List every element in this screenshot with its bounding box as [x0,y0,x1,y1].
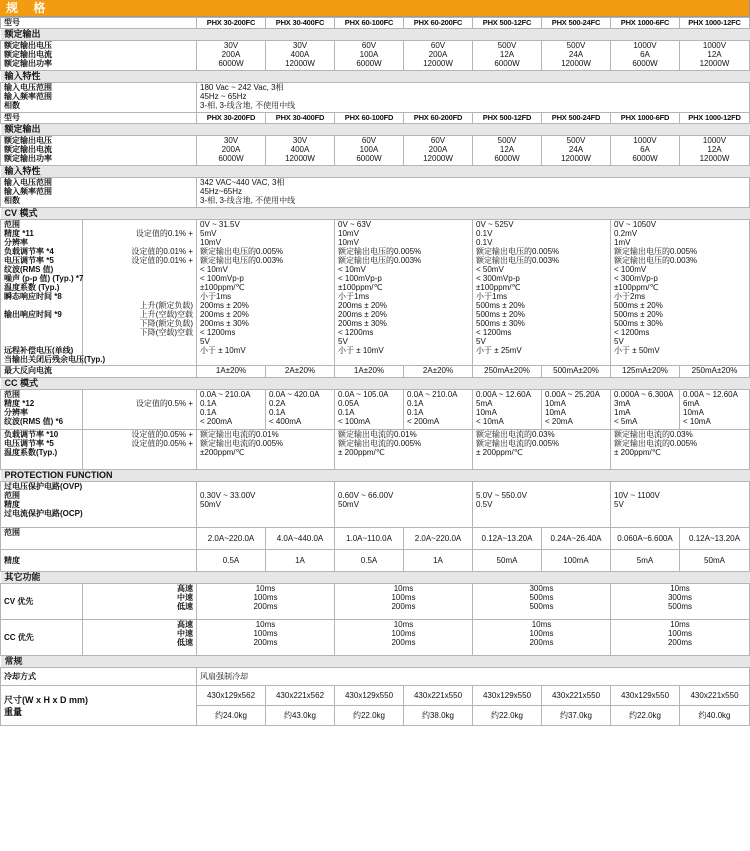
dims-4: 430x221x550 [404,686,473,706]
fc-model-8: PHX 1000-12FC [680,18,750,29]
cc-cell-2: 0.0A ~ 420.0A 0.2A 0.1A < 400mA [266,390,335,430]
cv-mode-heading: CV 模式 [1,208,750,220]
fc-rated-5: 500V 12A 6000W [473,41,542,71]
weight-4: 约38.0kg [404,706,473,726]
dims-8: 430x221x550 [680,686,750,706]
cv-priority-label: CV 优先 [1,584,83,620]
fd-model-7: PHX 1000-6FD [611,113,680,124]
weight-5: 约22.0kg [473,706,542,726]
fc-rated-2: 30V 400A 12000W [266,41,335,71]
cc-priority-60v: 10ms 100ms 200ms [335,620,473,656]
max-reverse-7: 125mA±20% [611,366,680,378]
cc-cell-5: 0.00A ~ 12.60A 5mA 10mA < 10mA [473,390,542,430]
fc-rated-8: 1000V 12A 12000W [680,41,750,71]
cc-group-1000v: 额定输出电流的0.03% 额定输出电流的0.005% ± 200ppm/℃ [611,430,750,470]
fd-model-5: PHX 500-12FD [473,113,542,124]
fd-rated-row [1,136,750,166]
ocp-accuracy-3: 0.5A [335,550,404,572]
fd-input-labels: 输入电压范围 输入频率范围 相数 [1,178,197,208]
max-reverse-row [1,366,750,378]
fd-rated-output-heading: 额定输出 [1,124,750,136]
fd-input-row [1,178,750,208]
ocp-accuracy-1: 0.5A [197,550,266,572]
cv-priority-500v: 300ms 500ms 500ms [473,584,611,620]
spec-table [0,17,750,726]
cooling-row [1,668,750,686]
dims-6: 430x221x550 [542,686,611,706]
fd-model-8: PHX 1000-12FD [680,113,750,124]
ocp-range-4: 2.0A~220.0A [404,528,473,550]
cc-cell-3: 0.0A ~ 105.0A 0.05A 0.1A < 100mA [335,390,404,430]
fd-model-row [1,113,750,124]
cc-mode-heading: CC 模式 [1,378,750,390]
cc-cell-7: 0.000A ~ 6.300A 3mA 1mA < 5mA [611,390,680,430]
dims-5: 430x129x550 [473,686,542,706]
cc-priority-label: CC 优先 [1,620,83,656]
cc-regulation-row [1,430,750,470]
fd-rated-1: 30V 200A 6000W [197,136,266,166]
dims-weight-labels: 尺寸(W x H x D mm) 重量 [1,686,197,726]
cc-cell-4: 0.0A ~ 210.0A 0.1A 0.1A < 200mA [404,390,473,430]
ocp-accuracy-7: 5mA [611,550,680,572]
ocp-accuracy-row [1,550,750,572]
fd-rated-5: 500V 12A 6000W [473,136,542,166]
fd-model-3: PHX 60-100FD [335,113,404,124]
dims-2: 430x221x562 [266,686,335,706]
fd-model-4: PHX 60-200FD [404,113,473,124]
fd-rated-4: 60V 200A 12000W [404,136,473,166]
weight-3: 约22.0kg [335,706,404,726]
protection-heading: PROTECTION FUNCTION [1,470,750,482]
cv-group-60v: 0V ~ 63V 10mV 10mV 额定输出电压的0.005% 额定输出电压的0.003% < 10mV < 100mVp-p ±100ppm/℃ 小于1ms 200ms ± 20% 200ms ± 20% 200ms ± 30% < 1200ms 5V 小于 ± 10mV [335,220,473,366]
fc-input-values: 180 Vac ~ 242 Vac, 3相 45Hz ~ 65Hz 3-相, 3-线含地, 不使用中线 [197,83,750,113]
ocp-range-7: 0.060A~6.600A [611,528,680,550]
cv-group-30v: 0V ~ 31.5V 5mV 10mV 额定输出电压的0.005% 额定输出电压的0.003% < 10mV < 100mVp-p ±100ppm/℃ 小于1ms 200ms ± 20% 200ms ± 20% 200ms ± 30% < 1200ms 5V 小于 ± 10mV [197,220,335,366]
ovp-labels: 过电压保护电路(OVP) 范围 精度 过电流保护电路(OCP) [1,482,197,528]
cv-main-row [1,220,750,366]
max-reverse-1: 1A±20% [197,366,266,378]
fc-model-5: PHX 500-12FC [473,18,542,29]
fd-input-heading: 输入特性 [1,166,750,178]
fd-rated-8: 1000V 12A 12000W [680,136,750,166]
fc-input-row [1,83,750,113]
cv-priority-speeds: 高速 中速 低速 [83,584,197,620]
cv-param-labels: 范围 精度 *11 分辨率 负载调节率 *4 电压调节率 *5 纹波(RMS 值) 噪声 (p-p 值) (Typ.) *7 温度系数 (Typ.) 瞬态响应时间 *8 输出响应时间 *9 远程补偿电压(单线) 当输出关闭后残余电压(Typ.) [1,220,83,366]
cc-cell-1: 0.0A ~ 210.0A 0.1A 0.1A < 200mA [197,390,266,430]
ocp-accuracy-8: 50mA [680,550,750,572]
ovp-60v: 0.60V ~ 66.00V 50mV [335,482,473,528]
fd-model-6: PHX 500-24FD [542,113,611,124]
fc-rated-1: 30V 200A 6000W [197,41,266,71]
max-reverse-6: 500mA±20% [542,366,611,378]
cv-priority-30v: 10ms 100ms 200ms [197,584,335,620]
ocp-accuracy-label: 精度 [1,550,197,572]
cv-priority-1000v: 10ms 300ms 500ms [611,584,750,620]
fc-rated-output-heading: 额定输出 [1,29,750,41]
ocp-range-5: 0.12A~13.20A [473,528,542,550]
max-reverse-8: 250mA±20% [680,366,750,378]
fd-rated-3: 60V 100A 6000W [335,136,404,166]
ovp-1000v: 10V ~ 1100V 5V [611,482,750,528]
cv-group-1000v: 0V ~ 1050V 0.2mV 1mV 额定输出电压的0.005% 额定输出电压的0.003% < 100mV < 300mVp-p ±100ppm/℃ 小于2ms 500ms ± 20% 500ms ± 20% 500ms ± 30% < 1200ms 5V 小于 ± 50mV [611,220,750,366]
cc-cell-6: 0.00A ~ 25.20A 10mA 10mA < 20mA [542,390,611,430]
weight-7: 约22.0kg [611,706,680,726]
ocp-accuracy-6: 100mA [542,550,611,572]
fc-rated-6: 500V 24A 12000W [542,41,611,71]
weight-8: 约40.0kg [680,706,750,726]
dims-3: 430x129x550 [335,686,404,706]
cc-regulation-conditions: 设定值的0.05% + 设定值的0.05% + [83,430,197,470]
cc-regulation-labels: 负载调节率 *10 电压调节率 *5 温度系数(Typ.) [1,430,83,470]
general-heading: 常规 [1,656,750,668]
max-reverse-5: 250mA±20% [473,366,542,378]
cv-param-conditions: 设定值的0.1% + 设定值的0.01% + 设定值的0.01% + 上升(额定负载) 上升(空载)空载 下降(额定负载) 下降(空载)空载 [83,220,197,366]
cc-group-500v: 额定输出电流的0.03% 额定输出电流的0.005% ± 200ppm/℃ [473,430,611,470]
fd-model-1: PHX 30-200FD [197,113,266,124]
cc-group-60v: 额定输出电流的0.01% 额定输出电流的0.005% ± 200ppm/℃ [335,430,473,470]
ocp-accuracy-4: 1A [404,550,473,572]
cooling-label: 冷却方式 [1,668,197,686]
cc-priority-500v: 10ms 100ms 200ms [473,620,611,656]
max-reverse-4: 2A±20% [404,366,473,378]
fd-model-2: PHX 30-400FD [266,113,335,124]
cv-group-500v: 0V ~ 525V 0.1V 0.1V 额定输出电压的0.005% 额定输出电压的0.003% < 50mV < 300mVp-p ±100ppm/℃ 小于1ms 500ms ± 20% 500ms ± 20% 500ms ± 30% < 1200ms 5V 小于 ± 25mV [473,220,611,366]
max-reverse-label: 最大反向电流 [1,366,197,378]
fc-model-row [1,18,750,29]
fc-rated-4: 60V 200A 12000W [404,41,473,71]
dims-7: 430x129x550 [611,686,680,706]
ovp-row [1,482,750,528]
ocp-range-6: 0.24A~26.40A [542,528,611,550]
fc-input-heading: 输入特性 [1,71,750,83]
fc-model-2: PHX 30-400FC [266,18,335,29]
ocp-range-2: 4.0A~440.0A [266,528,335,550]
ocp-accuracy-2: 1A [266,550,335,572]
ocp-range-1: 2.0A~220.0A [197,528,266,550]
cc-param-labels: 范围 精度 *12 分辨率 纹波(RMS 值) *6 [1,390,83,430]
fd-rated-2: 30V 400A 12000W [266,136,335,166]
model-label: 型号 [1,18,197,29]
other-heading: 其它功能 [1,572,750,584]
fd-input-values: 342 VAC~440 VAC, 3相 45Hz~65Hz 3-相, 3-线含地, 不使用中线 [197,178,750,208]
fc-rated-3: 60V 100A 6000W [335,41,404,71]
cv-priority-row [1,584,750,620]
cc-priority-speeds: 高速 中速 低速 [83,620,197,656]
max-reverse-2: 2A±20% [266,366,335,378]
weight-2: 约43.0kg [266,706,335,726]
fc-input-labels: 输入电压范围 输入频率范围 相数 [1,83,197,113]
cc-cell-8: 0.00A ~ 12.60A 6mA 10mA < 10mA [680,390,750,430]
ocp-range-3: 1.0A~110.0A [335,528,404,550]
dims-1: 430x129x562 [197,686,266,706]
fc-rated-row [1,41,750,71]
fd-rated-6: 500V 24A 12000W [542,136,611,166]
fc-model-1: PHX 30-200FC [197,18,266,29]
fd-rated-7: 1000V 6A 6000W [611,136,680,166]
fc-model-6: PHX 500-24FC [542,18,611,29]
fd-rated-labels: 额定输出电压 额定输出电流 额定输出功率 [1,136,197,166]
fc-model-3: PHX 60-100FC [335,18,404,29]
ocp-range-row [1,528,750,550]
cc-param-conditions: 设定值的0.5% + [83,390,197,430]
cv-priority-60v: 10ms 100ms 200ms [335,584,473,620]
model-label-fd: 型号 [1,113,197,124]
cc-group-30v: 额定输出电流的0.01% 额定输出电流的0.005% ±200ppm/℃ [197,430,335,470]
ovp-30v: 0.30V ~ 33.00V 50mV [197,482,335,528]
cooling-value: 风扇强制冷却 [197,668,750,686]
cc-main-row [1,390,750,430]
cc-priority-row [1,620,750,656]
ocp-accuracy-5: 50mA [473,550,542,572]
fc-model-4: PHX 60-200FC [404,18,473,29]
ocp-range-8: 0.12A~13.20A [680,528,750,550]
fc-model-7: PHX 1000-6FC [611,18,680,29]
cc-priority-30v: 10ms 100ms 200ms [197,620,335,656]
weight-1: 约24.0kg [197,706,266,726]
cc-priority-1000v: 10ms 100ms 200ms [611,620,750,656]
ocp-range-label: 范围 [1,528,197,550]
fc-rated-7: 1000V 6A 6000W [611,41,680,71]
weight-6: 约37.0kg [542,706,611,726]
ovp-500v: 5.0V ~ 550.0V 0.5V [473,482,611,528]
max-reverse-3: 1A±20% [335,366,404,378]
dims-row [1,686,750,706]
spec-title: 规 格 [0,0,749,17]
fc-rated-labels: 额定输出电压 额定输出电流 额定输出功率 [1,41,197,71]
